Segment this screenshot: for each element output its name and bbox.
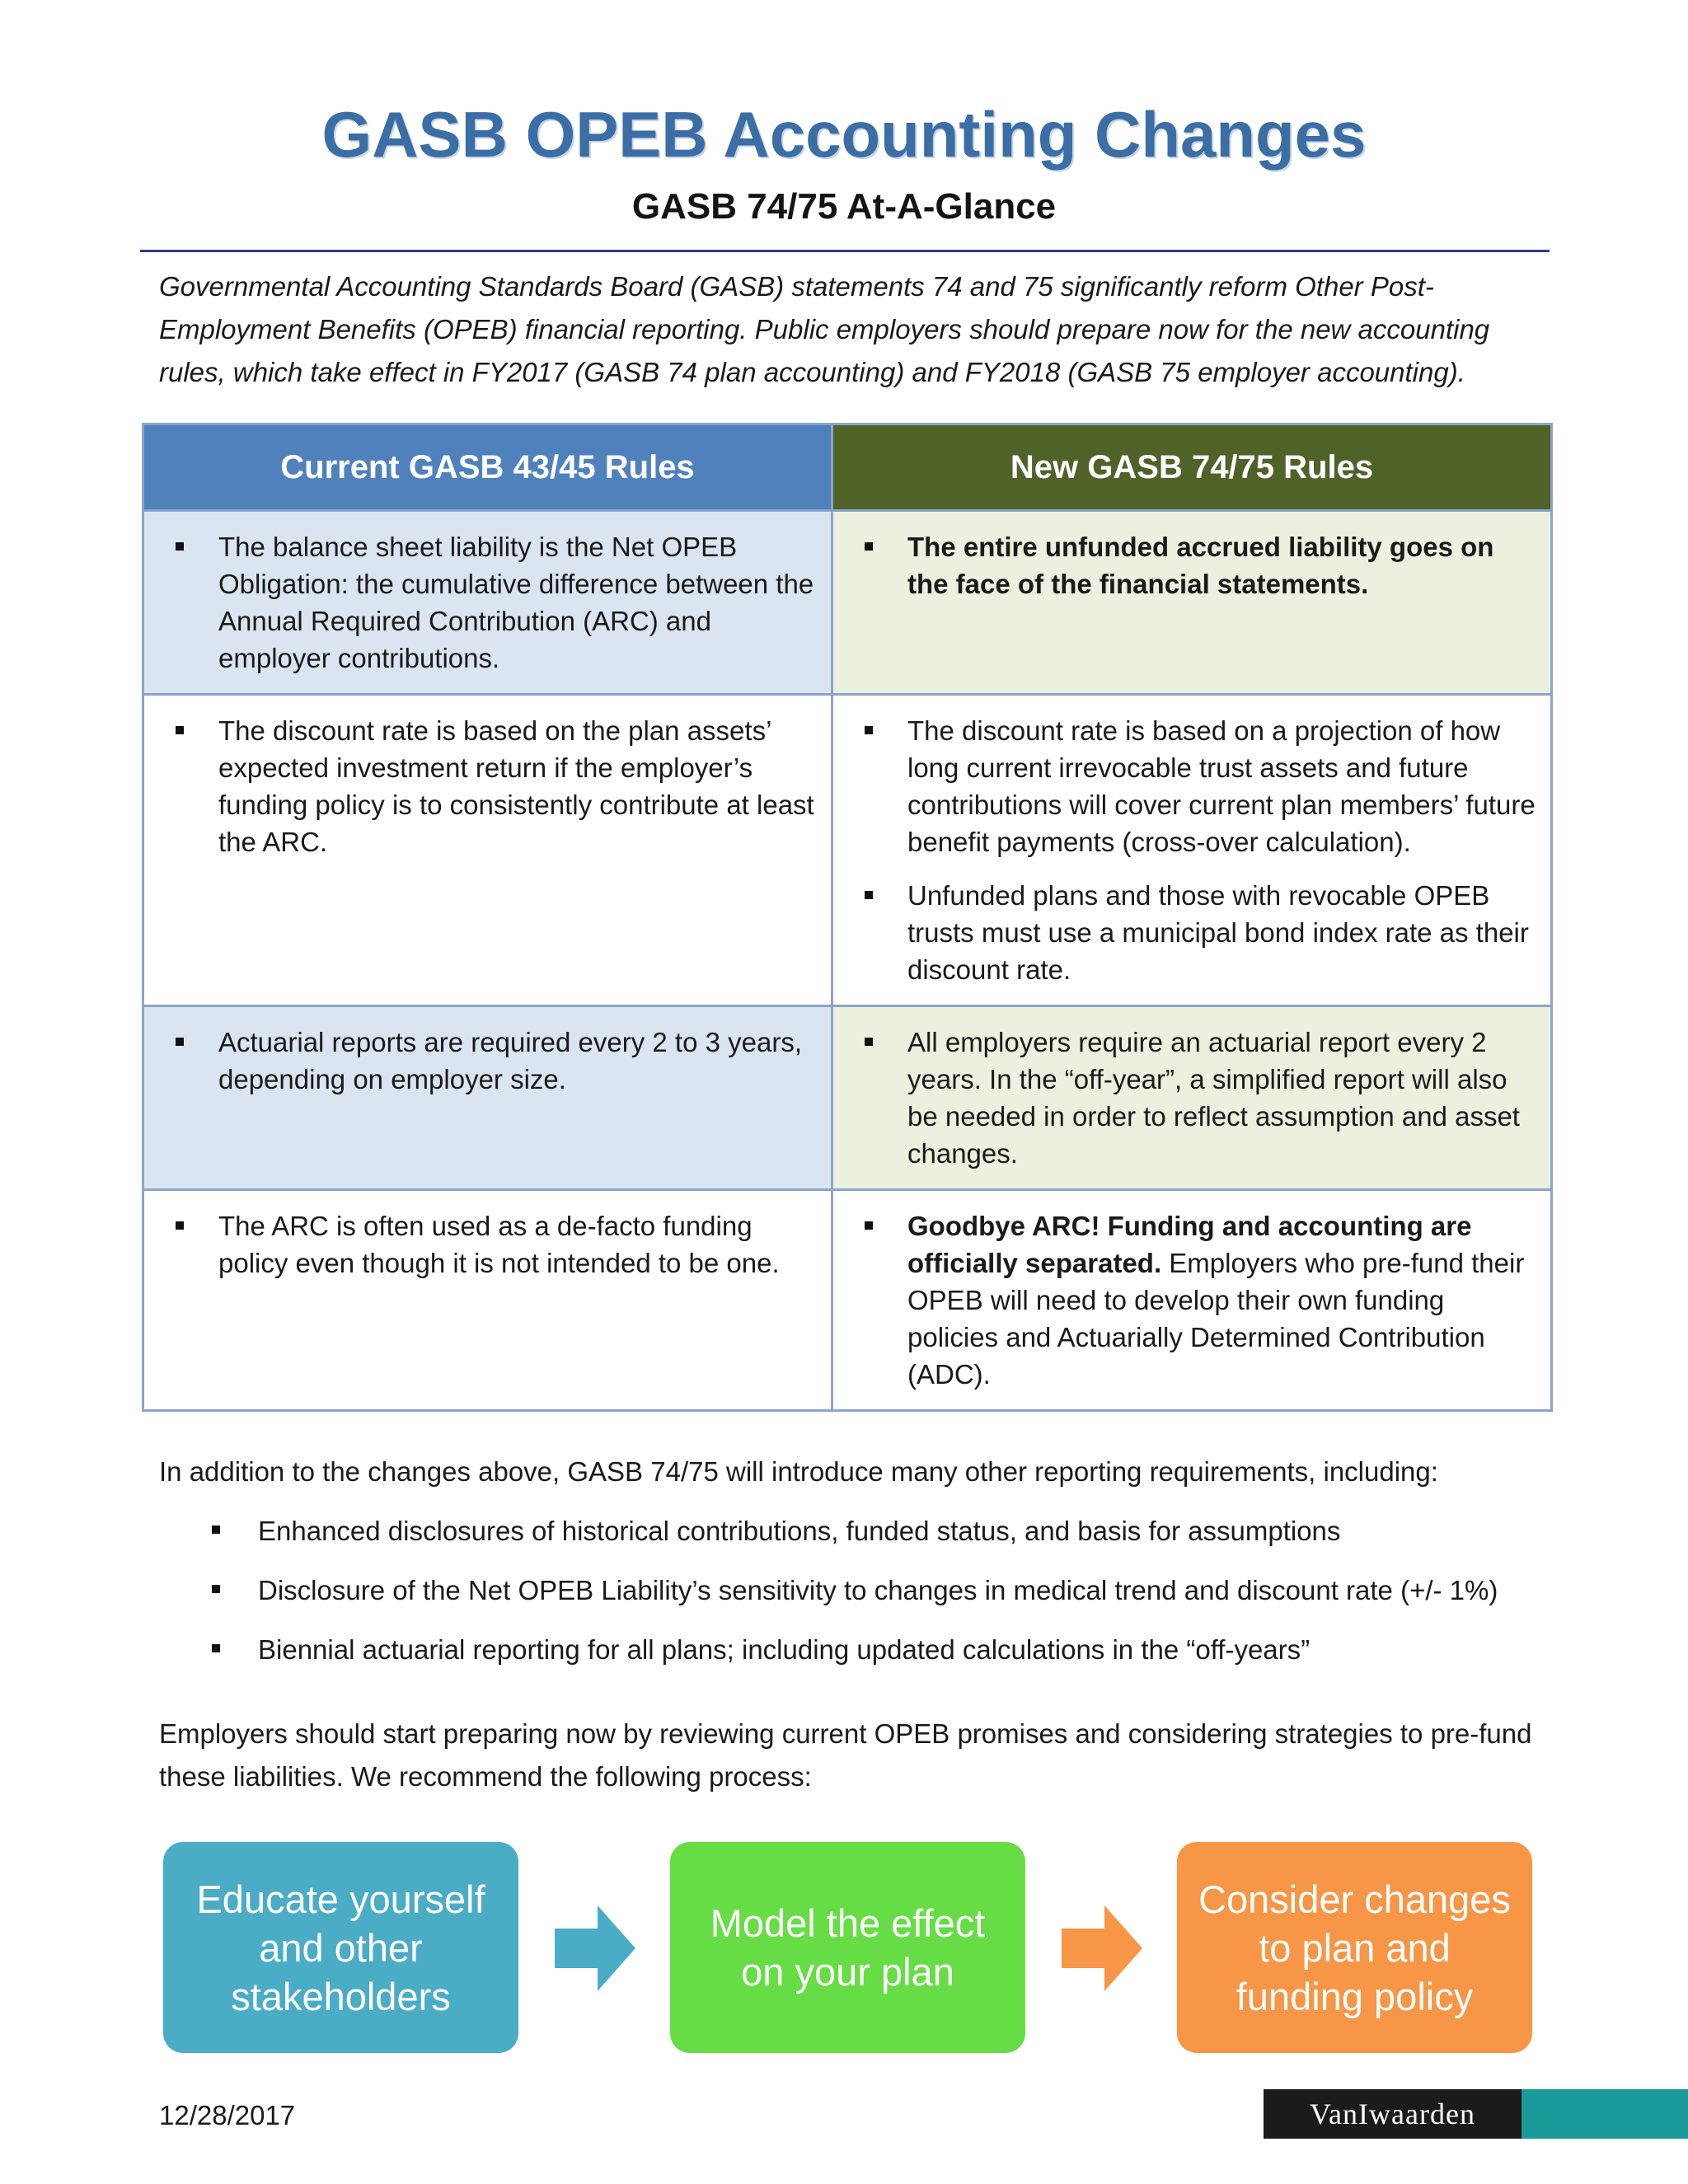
comparison-row-discount-rate (143, 695, 1552, 1006)
new-rule-cell (832, 1006, 1552, 1190)
current-rule-text: The ARC is often used as a de-facto funding policy even though it is not intended to be one. (152, 1207, 819, 1282)
list-item: Disclosure of the Net OPEB Liability’s sensitivity to changes in medical trend and discount rate (+/- 1%) (159, 1571, 1560, 1630)
process-step-educate: Educate yourself and other stakeholders (163, 1842, 518, 2053)
arrow-right-icon (555, 1905, 635, 1991)
current-rules-header: Current GASB 43/45 Rules (143, 424, 832, 511)
comparison-row-actuarial-reports (143, 1006, 1552, 1190)
document-date: 12/28/2017 (159, 2100, 296, 2130)
additional-requirements-lead: In addition to the changes above, GASB 74/75 will introduce many other reporting requirements, including: (159, 1456, 1438, 1487)
current-rule-cell (143, 511, 832, 695)
process-step-consider: Consider changes to plan and funding policy (1177, 1842, 1532, 2053)
current-rule-cell (143, 695, 832, 1006)
header-divider (140, 250, 1550, 252)
comparison-table (142, 423, 1553, 1412)
current-rule-cell (143, 1190, 832, 1411)
process-step-model: Model the effect on your plan (670, 1842, 1025, 2053)
current-rule-text: The discount rate is based on the plan assets’ expected investment return if the employer’s funding policy is to consistently contribute at least the ARC. (152, 712, 819, 860)
current-rule-text: The balance sheet liability is the Net OPEB Obligation: the cumulative difference between the Annual Required Contribution (ARC) and employer contributions. (152, 528, 819, 677)
new-rule-emphasis: Goodbye ARC! Funding and accounting are officially separated. (907, 1211, 1472, 1278)
comparison-header-row (143, 424, 1552, 511)
new-rule-rest: Employers who pre-fund their OPEB will need to develop their own funding policies and Actuarially Determined Contribution (ADC). (907, 1248, 1525, 1390)
current-rule-cell (143, 1006, 832, 1190)
comparison-row-liability (143, 511, 1552, 695)
additional-requirements-list (159, 1511, 1560, 1690)
list-item: Biennial actuarial reporting for all plans; including updated calculations in the “off-years” (159, 1630, 1560, 1690)
arrow-right-icon (1062, 1905, 1142, 1991)
recommendation-paragraph: Employers should start preparing now by reviewing current OPEB promises and considering strategies to pre-fund these liabilities. We recommend the following process: (159, 1718, 1532, 1792)
new-rule-text: All employers require an actuarial report every 2 years. In the “off-year”, a simplified report will also be needed in order to reflect assumption and asset changes. (842, 1024, 1539, 1172)
comparison-row-arc (143, 1190, 1552, 1411)
new-rule-cell (832, 511, 1552, 695)
page-subtitle: GASB 74/75 At-A-Glance (631, 186, 1057, 227)
new-rule-cell (832, 695, 1552, 1006)
list-item: Enhanced disclosures of historical contributions, funded status, and basis for assumptions (159, 1511, 1560, 1571)
new-rule-text: The entire unfunded accrued liability goes on the face of the financial statements. (842, 528, 1539, 602)
company-logo: VanIwaarden (1264, 2089, 1522, 2139)
intro-paragraph: Governmental Accounting Standards Board (GASB) statements 74 and 75 significantly reform Other Post-Employment Benefits (OPEB) financial reporting. Public employers should prepare now for the new accounting rules, which take effect in FY2017 (GASB 74 plan accounting) and FY2018 (GASB 75 employer accounting). (159, 271, 1490, 387)
new-rules-header: New GASB 74/75 Rules (832, 424, 1552, 511)
new-rule-text: The discount rate is based on a projection of how long current irrevocable trust assets and future contributions will cover current plan members’ future benefit payments (cross-over calculation). (842, 712, 1539, 860)
new-rule-text: Unfunded plans and those with revocable OPEB trusts must use a municipal bond index rate as their discount rate. (842, 877, 1539, 988)
current-rule-text: Actuarial reports are required every 2 to 3 years, depending on employer size. (152, 1024, 819, 1098)
new-rule-text (842, 1207, 1539, 1393)
page-title: GASB OPEB Accounting Changes (321, 98, 1367, 171)
new-rule-cell (832, 1190, 1552, 1411)
